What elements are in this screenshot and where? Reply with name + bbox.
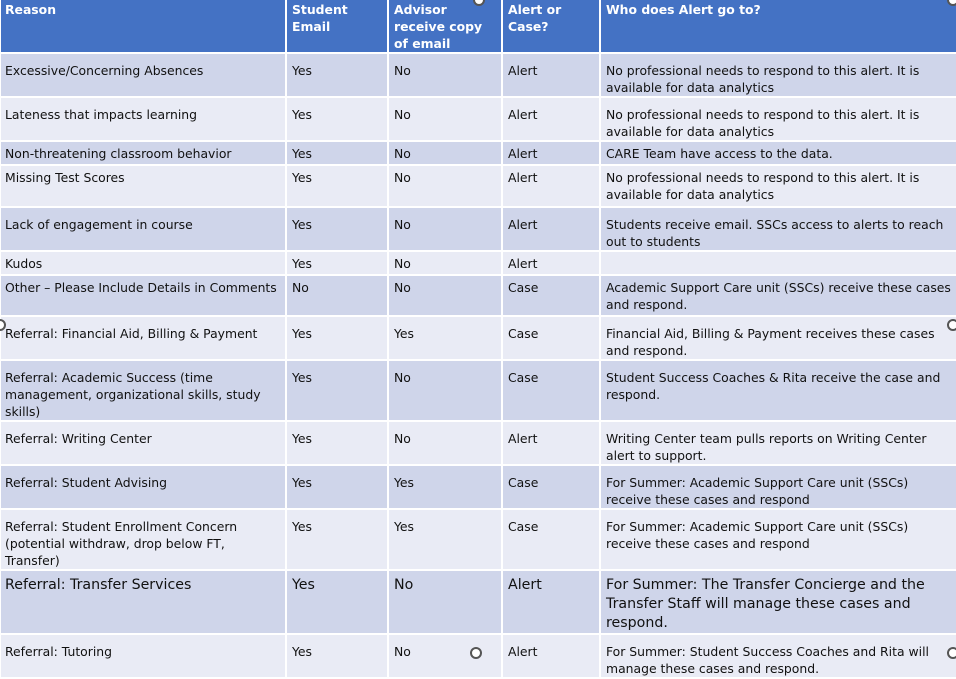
cell-alert-or-case: Alert [502, 207, 600, 251]
cell-advisor-copy: Yes [388, 509, 502, 570]
cell-alert-or-case: Case [502, 316, 600, 360]
cell-advisor-copy: Yes [388, 465, 502, 509]
table-row [0, 570, 956, 634]
table-row [0, 316, 956, 360]
cell-advisor-copy: Yes [388, 316, 502, 360]
table-row [0, 141, 956, 165]
cell-advisor-copy: No [388, 141, 502, 165]
table-row [0, 465, 956, 509]
cell-student-email: Yes [286, 53, 388, 97]
cell-reason: Kudos [0, 251, 286, 275]
cell-reason: Missing Test Scores [0, 165, 286, 207]
table-row [0, 97, 956, 141]
cell-reason: Lack of engagement in course [0, 207, 286, 251]
table-row [0, 421, 956, 465]
resize-handle-right[interactable] [947, 319, 956, 331]
cell-student-email: Yes [286, 97, 388, 141]
cell-who-receives: For Summer: Student Success Coaches and Rita will manage these cases and respond. [600, 634, 956, 678]
cell-reason: Referral: Student Advising [0, 465, 286, 509]
table-row [0, 207, 956, 251]
cell-alert-or-case: Alert [502, 141, 600, 165]
cell-student-email: Yes [286, 251, 388, 275]
cell-advisor-copy: No [388, 207, 502, 251]
cell-advisor-copy: No [388, 570, 502, 634]
cell-alert-or-case: Alert [502, 97, 600, 141]
resize-handle-bottom-right[interactable] [947, 647, 956, 659]
cell-advisor-copy: No [388, 421, 502, 465]
cell-student-email: Yes [286, 316, 388, 360]
cell-alert-or-case: Alert [502, 53, 600, 97]
cell-who-receives: Financial Aid, Billing & Payment receives these cases and respond. [600, 316, 956, 360]
cell-alert-or-case: Alert [502, 251, 600, 275]
cell-reason: Lateness that impacts learning [0, 97, 286, 141]
header-student-email: Student Email [286, 0, 388, 53]
cell-who-receives: No professional needs to respond to this alert. It is available for data analytics [600, 53, 956, 97]
cell-reason: Referral: Writing Center [0, 421, 286, 465]
cell-who-receives: No professional needs to respond to this alert. It is available for data analytics [600, 97, 956, 141]
table-row [0, 509, 956, 570]
cell-student-email: Yes [286, 141, 388, 165]
cell-who-receives: Student Success Coaches & Rita receive the case and respond. [600, 360, 956, 421]
cell-student-email: No [286, 275, 388, 316]
cell-who-receives: For Summer: Academic Support Care unit (SSCs) receive these cases and respond [600, 465, 956, 509]
cell-reason: Non-threatening classroom behavior [0, 141, 286, 165]
cell-reason: Referral: Academic Success (time management, organizational skills, study skills) [0, 360, 286, 421]
cell-alert-or-case: Alert [502, 570, 600, 634]
header-alert-or-case: Alert or Case? [502, 0, 600, 53]
cell-reason: Referral: Transfer Services [0, 570, 286, 634]
cell-alert-or-case: Case [502, 465, 600, 509]
cell-who-receives: Writing Center team pulls reports on Writing Center alert to support. [600, 421, 956, 465]
cell-who-receives: CARE Team have access to the data. [600, 141, 956, 165]
cell-reason: Excessive/Concerning Absences [0, 53, 286, 97]
table-row [0, 251, 956, 275]
cell-student-email: Yes [286, 465, 388, 509]
cell-alert-or-case: Alert [502, 421, 600, 465]
cell-who-receives: For Summer: The Transfer Concierge and the Transfer Staff will manage these cases and respond. [600, 570, 956, 634]
cell-reason: Other – Please Include Details in Comments [0, 275, 286, 316]
cell-reason: Referral: Student Enrollment Concern (potential withdraw, drop below FT, Transfer) [0, 509, 286, 570]
cell-advisor-copy: No [388, 275, 502, 316]
cell-reason: Referral: Tutoring [0, 634, 286, 678]
cell-student-email: Yes [286, 207, 388, 251]
cell-who-receives: No professional needs to respond to this alert. It is available for data analytics [600, 165, 956, 207]
header-advisor-copy: Advisor receive copy of email [388, 0, 502, 53]
header-who-receives: Who does Alert go to? [600, 0, 956, 53]
cell-alert-or-case: Case [502, 509, 600, 570]
cell-advisor-copy: No [388, 634, 502, 678]
cell-advisor-copy: No [388, 53, 502, 97]
cell-advisor-copy: No [388, 251, 502, 275]
cell-who-receives: Academic Support Care unit (SSCs) receive these cases and respond. [600, 275, 956, 316]
cell-who-receives: Students receive email. SSCs access to alerts to reach out to students [600, 207, 956, 251]
table-row [0, 275, 956, 316]
table-row [0, 165, 956, 207]
cell-alert-or-case: Case [502, 275, 600, 316]
cell-reason: Referral: Financial Aid, Billing & Payment [0, 316, 286, 360]
cell-student-email: Yes [286, 360, 388, 421]
cell-student-email: Yes [286, 421, 388, 465]
header-reason: Reason [0, 0, 286, 53]
cell-student-email: Yes [286, 570, 388, 634]
cell-alert-or-case: Alert [502, 165, 600, 207]
table-row [0, 53, 956, 97]
cell-student-email: Yes [286, 165, 388, 207]
cell-alert-or-case: Case [502, 360, 600, 421]
resize-handle-bottom[interactable] [470, 647, 482, 659]
table-row [0, 360, 956, 421]
cell-student-email: Yes [286, 634, 388, 678]
cell-who-receives [600, 251, 956, 275]
cell-advisor-copy: No [388, 165, 502, 207]
cell-advisor-copy: No [388, 97, 502, 141]
cell-advisor-copy: No [388, 360, 502, 421]
cell-who-receives: For Summer: Academic Support Care unit (SSCs) receive these cases and respond [600, 509, 956, 570]
cell-student-email: Yes [286, 509, 388, 570]
cell-alert-or-case: Alert [502, 634, 600, 678]
table-header-row [0, 0, 956, 53]
